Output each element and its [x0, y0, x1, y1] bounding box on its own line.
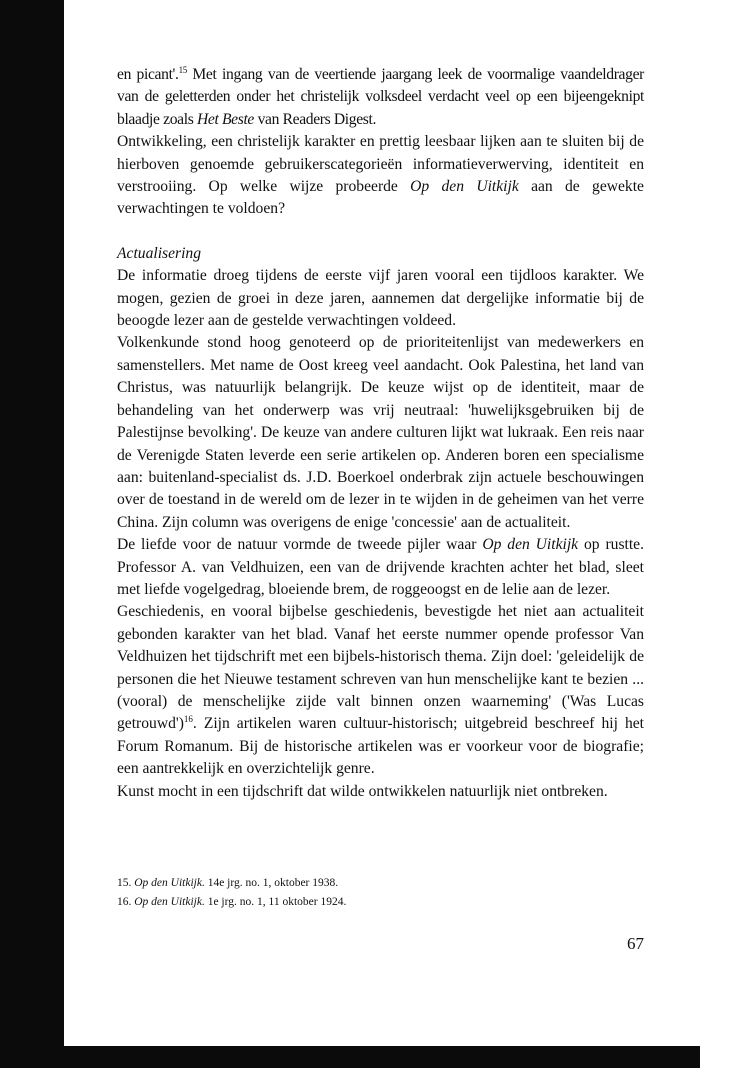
- paragraph-ontwikkeling: Ontwikkeling, een christelijk karakter en prettig leesbaar lijken aan te sluiten bij de hierboven genoemde gebruikerscategorieën informatieverwerving, identiteit en verstrooiing. Op welke wijze probeerde Op den Uitkijk aan de gewekte verwachtingen te voldoen?: [117, 133, 644, 218]
- footnote-ref-15[interactable]: 15: [178, 64, 187, 75]
- paragraph-gap: [117, 221, 644, 243]
- footnote-ref-16[interactable]: 16: [183, 714, 193, 725]
- paragraph-natuur: De liefde voor de natuur vormde de tweede pijler waar Op den Uitkijk op rustte. Professor A. van Veldhuizen, een van de drijvende krachten achter het blad, sleet met liefde vogelgedrag, bloeiende brem, de roggeoogst en de lelie aan de lezer.: [117, 536, 645, 598]
- paragraph-informatie: De informatie droeg tijdens de eerste vijf jaren vooral een tijdloos karakter. We mogen, gezien de groei in deze jaren, aannemen dat dergelijke informatie bij de beoogde lezer aan de gestelde verwachtingen voldeed.: [117, 267, 644, 330]
- title-het-beste: Het Beste: [196, 110, 255, 128]
- paragraph-intro: en picant'.$^{15}$ Met ingang van de veertiende jaargang leek de voormalige vaandeldrager van de geletterden onder het christelijk volksdeel verdacht veel op een bijeengeknipt blaadje zoals Het Beste van Readers Digest.: [117, 64, 644, 128]
- footnote-15: 15. Op den Uitkijk. 14e jrg. no. 1, oktober 1938.: [117, 877, 339, 889]
- paragraph-geschiedenis: Geschiedenis, en vooral bijbelse geschiedenis, bevestigde het niet aan actualiteit gebonden karakter van het blad. Vanaf het eerste nummer opende professor Van Veldhuizen het tijdschrift met een bijbels-historisch thema. Zijn doel: 'geleidelijk de personen die het Nieuwe testament schreven van hun menschelijke kant te bezien ... (vooral) de menschelijke zijde valt binnen onzen waarneming' ('Was Lucas getrouwd')$^{16}$. Zijn artikelen waren cultuur-historisch; uitgebreid beschreef hij het Forum Romanum. Bij de historische artikelen was er voorkeur voor de biografie; een aantrekkelijk en overzichtelijk genre.: [117, 603, 644, 778]
- scan-border-bottom: [0, 1046, 738, 1068]
- footnotes: [117, 874, 644, 912]
- title-op-den-uitkijk: Op den Uitkijk: [410, 178, 519, 196]
- footnote-16: 16. Op den Uitkijk. 1e jrg. no. 1, 11 oktober 1924.: [117, 896, 347, 908]
- title-op-den-uitkijk: Op den Uitkijk: [482, 536, 579, 554]
- body-text: [117, 64, 644, 803]
- paragraph-kunst: Kunst mocht in een tijdschrift dat wilde ontwikkelen natuurlijk niet ontbreken.: [117, 782, 608, 800]
- page-number: 67: [627, 934, 644, 953]
- scan-border-left: [0, 0, 64, 1068]
- paragraph-volkenkunde: Volkenkunde stond hoog genoteerd op de prioriteitenlijst van medewerkers en samenstellers. Met name de Oost kreeg veel aandacht. Ook Palestina, het land van Christus, was natuurlijk belangrijk. De keuze wijst op de identiteit, maar de behandeling van het onderwerp was vrij neutraal: 'huwelijksgebruiken bij de Palestijnse bevolking'. De keuze van andere culturen lijkt wat lukraak. Een reis naar de Verenigde Staten leverde een serie artikelen op. Anderen boren een specialisme aan: buitenland-specialist ds. J.D. Boerkoel onderbrak zijn actuele beschouwingen over de toestand in de wereld om de lezer in te wijden in de geheimen van het verre China. Zijn column was overigens de enige 'concessie' aan de actualiteit.: [117, 334, 644, 531]
- scan-margin-right: [700, 0, 738, 1068]
- section-heading-actualisering: Actualisering: [117, 244, 202, 262]
